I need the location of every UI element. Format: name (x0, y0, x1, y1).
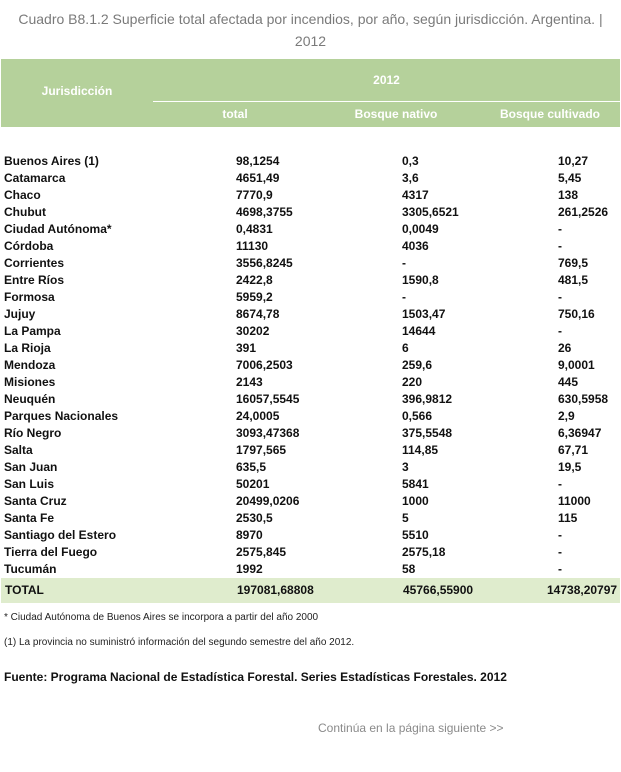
cell-bosque-cultivado: 445 (558, 375, 579, 389)
cell-bosque-cultivado: 261,2526 (558, 205, 609, 219)
table-row (0, 391, 621, 408)
cell-bosque-nativo: 375,5548 (402, 426, 453, 440)
cell-jurisdiccion: Buenos Aires (1) (4, 154, 99, 168)
table-row (0, 527, 621, 544)
cell-bosque-nativo: 220 (402, 375, 423, 389)
table-row (0, 323, 621, 340)
cell-bosque-cultivado: 19,5 (558, 460, 582, 474)
cell-bosque-cultivado: - (558, 290, 562, 304)
table-row (0, 289, 621, 306)
table-row (0, 459, 621, 476)
cell-bosque-cultivado: 630,5958 (558, 392, 609, 406)
cell-jurisdiccion: San Juan (4, 460, 58, 474)
table-row (0, 374, 621, 391)
table-row (0, 221, 621, 238)
cell-bosque-cultivado: - (558, 562, 562, 576)
cell-bosque-cultivado: 115 (558, 511, 578, 525)
cell-bosque-cultivado: 769,5 (558, 256, 589, 270)
cell-total: 50201 (236, 477, 270, 491)
cell-bosque-cultivado: 5,45 (558, 171, 582, 185)
footnote-ciudad: * Ciudad Autónoma de Buenos Aires se incorpora a partir del año 2000 (4, 612, 319, 623)
cell-bosque-nativo: 0,566 (402, 409, 433, 423)
cell-bosque-nativo: 0,0049 (402, 222, 439, 236)
header-jurisdiccion: Jurisdicción (41, 84, 113, 98)
cell-total: 391 (236, 341, 257, 355)
cell-bosque-cultivado: - (558, 477, 562, 491)
table-row (0, 544, 621, 561)
cell-total: 20499,0206 (236, 494, 300, 508)
cell-bosque-nativo: 5 (402, 511, 409, 525)
cell-jurisdiccion: Tucumán (4, 562, 57, 576)
cell-bosque-nativo: 58 (402, 562, 416, 576)
cell-jurisdiccion: Chubut (4, 205, 46, 219)
total-label: TOTAL (5, 583, 44, 597)
cell-total: 0,4831 (236, 222, 273, 236)
table-row (0, 340, 621, 357)
cell-jurisdiccion: Tierra del Fuego (4, 545, 98, 559)
cell-jurisdiccion: Formosa (4, 290, 55, 304)
table-header (1, 59, 620, 127)
cell-bosque-nativo: 1590,8 (402, 273, 439, 287)
total-bosque-cultivado: 14738,20797 (547, 583, 618, 597)
table-body (0, 153, 621, 578)
cell-jurisdiccion: Jujuy (4, 307, 36, 321)
table-row (0, 204, 621, 221)
total-bosque-nativo: 45766,55900 (403, 583, 474, 597)
cell-bosque-nativo: 6 (402, 341, 409, 355)
table-row (0, 425, 621, 442)
cell-total: 8674,78 (236, 307, 280, 321)
cell-bosque-nativo: 396,9812 (402, 392, 453, 406)
cell-jurisdiccion: Mendoza (4, 358, 56, 372)
header-col-bosque-nativo: Bosque nativo (354, 107, 438, 121)
header-col-total: total (222, 107, 248, 121)
cell-total: 4698,3755 (236, 205, 293, 219)
continue-link[interactable]: Continúa en la página siguiente >> (318, 721, 504, 735)
cell-total: 3556,8245 (236, 256, 293, 270)
cell-bosque-cultivado: - (558, 222, 562, 236)
cell-bosque-nativo: 3,6 (402, 171, 419, 185)
cell-total: 98,1254 (236, 154, 280, 168)
table-row (0, 561, 621, 578)
cell-bosque-nativo: 5510 (402, 528, 429, 542)
table-row (0, 187, 621, 204)
cell-total: 5959,2 (236, 290, 273, 304)
cell-total: 8970 (236, 528, 263, 542)
cell-jurisdiccion: Santa Cruz (4, 494, 67, 508)
cell-bosque-nativo: 1000 (402, 494, 429, 508)
cell-bosque-nativo: 259,6 (402, 358, 433, 372)
table-row (0, 255, 621, 272)
cell-bosque-nativo: 5841 (402, 477, 429, 491)
total-value: 197081,68808 (237, 583, 314, 597)
cell-total: 7006,2503 (236, 358, 293, 372)
cell-bosque-cultivado: - (558, 528, 562, 542)
cell-jurisdiccion: Catamarca (4, 171, 66, 185)
table-row (0, 442, 621, 459)
table-row (0, 510, 621, 527)
header-year: 2012 (373, 73, 400, 87)
table-row (0, 476, 621, 493)
cell-jurisdiccion: Corrientes (4, 256, 65, 270)
cell-bosque-nativo: 3305,6521 (402, 205, 459, 219)
table-row (0, 238, 621, 255)
cell-bosque-cultivado: 11000 (558, 494, 591, 508)
cell-jurisdiccion: Córdoba (4, 239, 54, 253)
source-note: Fuente: Programa Nacional de Estadística Forestal. Series Estadísticas Forestales. 2012 (4, 670, 507, 684)
cell-bosque-cultivado: - (558, 324, 562, 338)
cell-bosque-cultivado: 9,0001 (558, 358, 595, 372)
cell-jurisdiccion: Neuquén (4, 392, 56, 406)
total-row (1, 578, 620, 603)
table-row (0, 493, 621, 510)
cell-total: 1797,565 (236, 443, 287, 457)
cell-total: 7770,9 (236, 188, 273, 202)
cell-jurisdiccion: Santa Fe (4, 511, 55, 525)
cell-bosque-cultivado: - (558, 545, 562, 559)
cell-jurisdiccion: Misiones (4, 375, 56, 389)
cell-total: 16057,5545 (236, 392, 300, 406)
cell-total: 4651,49 (236, 171, 280, 185)
cell-jurisdiccion: Parques Nacionales (4, 409, 119, 423)
header-col-bosque-cultivado: Bosque cultivado (499, 107, 600, 121)
cell-bosque-nativo: 14644 (402, 324, 436, 338)
cell-bosque-cultivado: 481,5 (558, 273, 589, 287)
page-title: Cuadro B8.1.2 Superficie total afectada por incendios, por año, según jurisdicción. Argentina. | 2012 (18, 11, 603, 49)
cell-bosque-nativo: 0,3 (402, 154, 419, 168)
cell-jurisdiccion: La Rioja (4, 341, 51, 355)
cell-total: 635,5 (236, 460, 267, 474)
cell-jurisdiccion: Entre Ríos (4, 273, 65, 287)
cell-bosque-cultivado: 10,27 (558, 154, 589, 168)
cell-bosque-cultivado: - (558, 239, 562, 253)
cell-total: 11130 (236, 239, 269, 253)
cell-jurisdiccion: La Pampa (4, 324, 61, 338)
cell-total: 2530,5 (236, 511, 273, 525)
cell-jurisdiccion: Salta (4, 443, 33, 457)
cell-bosque-nativo: - (402, 290, 406, 304)
cell-bosque-nativo: - (402, 256, 406, 270)
cell-jurisdiccion: Chaco (4, 188, 41, 202)
table-row (0, 272, 621, 289)
table-row (0, 357, 621, 374)
table-row (0, 170, 621, 187)
cell-bosque-nativo: 4317 (402, 188, 429, 202)
cell-bosque-nativo: 114,85 (402, 443, 439, 457)
footnote-buenos-aires: (1) La provincia no suministró información del segundo semestre del año 2012. (4, 637, 355, 648)
header-divider (153, 101, 620, 102)
cell-jurisdiccion: Río Negro (4, 426, 62, 440)
cell-bosque-cultivado: 6,36947 (558, 426, 602, 440)
cell-jurisdiccion: Santiago del Estero (4, 528, 117, 542)
cell-total: 2575,845 (236, 545, 287, 559)
cell-bosque-nativo: 1503,47 (402, 307, 446, 321)
cell-total: 2422,8 (236, 273, 273, 287)
cell-bosque-cultivado: 138 (558, 188, 579, 202)
cell-bosque-cultivado: 750,16 (558, 307, 595, 321)
table-row (0, 153, 621, 170)
cell-jurisdiccion: Ciudad Autónoma* (4, 222, 112, 236)
cell-bosque-cultivado: 67,71 (558, 443, 589, 457)
cell-bosque-nativo: 2575,18 (402, 545, 446, 559)
cell-bosque-nativo: 3 (402, 460, 409, 474)
cell-jurisdiccion: San Luis (4, 477, 55, 491)
cell-total: 3093,47368 (236, 426, 300, 440)
cell-bosque-nativo: 4036 (402, 239, 429, 253)
cell-bosque-cultivado: 26 (558, 341, 572, 355)
cell-total: 24,0005 (236, 409, 280, 423)
table-row (0, 408, 621, 425)
table-row (0, 306, 621, 323)
cell-total: 30202 (236, 324, 270, 338)
cell-bosque-cultivado: 2,9 (558, 409, 575, 423)
cell-total: 2143 (236, 375, 263, 389)
cell-total: 1992 (236, 562, 263, 576)
